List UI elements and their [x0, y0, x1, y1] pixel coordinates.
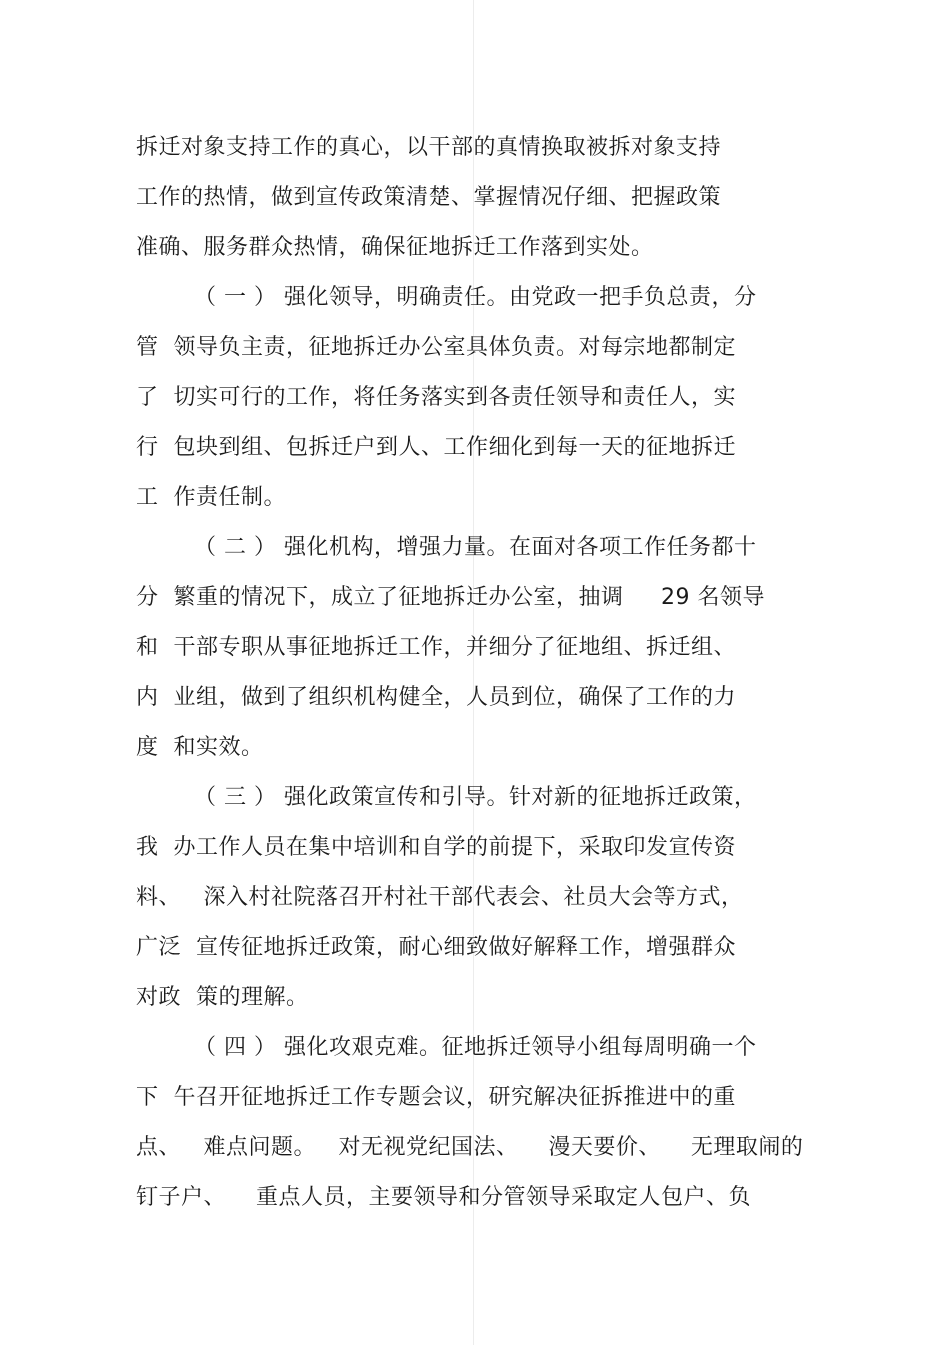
- section-heading-line: （ 三 ） 强化政策宣传和引导。针对新的征地拆迁政策，: [194, 785, 757, 810]
- body-text-line: 行 包块到组、包拆迁户到人、工作细化到每一天的征地拆迁: [136, 435, 736, 460]
- body-text-line: 料、 深入村社院落召开村社干部代表会、社员大会等方式，: [136, 885, 744, 910]
- body-text-line: 和 干部专职从事征地拆迁工作，并细分了征地组、拆迁组、: [136, 635, 736, 660]
- body-text-line: 准确、服务群众热情，确保征地拆迁工作落到实处。: [136, 235, 654, 260]
- body-text-line: 管 领导负主责，征地拆迁办公室具体负责。对每宗地都制定: [136, 335, 736, 360]
- body-text-line: 内 业组，做到了组织机构健全，人员到位，确保了工作的力: [136, 685, 736, 710]
- section-heading-line: （ 一 ） 强化领导，明确责任。由党政一把手负总责，分: [194, 285, 757, 310]
- body-text-line: 钉子户、 重点人员，主要领导和分管领导采取定人包户、负: [136, 1185, 751, 1210]
- body-text-line: 点、 难点问题。 对无视党纪国法、 漫天要价、 无理取闹的: [136, 1135, 804, 1160]
- section-heading-line: （ 四 ） 强化攻艰克难。征地拆迁领导小组每周明确一个: [194, 1035, 757, 1060]
- body-text-line: 度 和实效。: [136, 735, 264, 760]
- body-text-line: 拆迁对象支持工作的真心，以干部的真情换取被拆对象支持: [136, 135, 722, 160]
- body-text-line: 了 切实可行的工作，将任务落实到各责任领导和责任人，实: [136, 385, 736, 410]
- body-text-line: 广泛 宣传征地拆迁政策，耐心细致做好解释工作，增强群众: [136, 935, 736, 960]
- body-text-line: 我 办工作人员在集中培训和自学的前提下，采取印发宣传资: [136, 835, 736, 860]
- body-text-line: 工 作责任制。: [136, 485, 286, 510]
- body-text-line: 对政 策的理解。: [136, 985, 309, 1010]
- section-heading-line: （ 二 ） 强化机构，增强力量。在面对各项工作任务都十: [194, 535, 757, 560]
- body-text-line: 分 繁重的情况下，成立了征地拆迁办公室，抽调 29 名领导: [136, 585, 765, 610]
- body-text-line: 工作的热情，做到宣传政策清楚、掌握情况仔细、把握政策: [136, 185, 722, 210]
- body-text-line: 下 午召开征地拆迁工作专题会议，研究解决征拆推进中的重: [136, 1085, 736, 1110]
